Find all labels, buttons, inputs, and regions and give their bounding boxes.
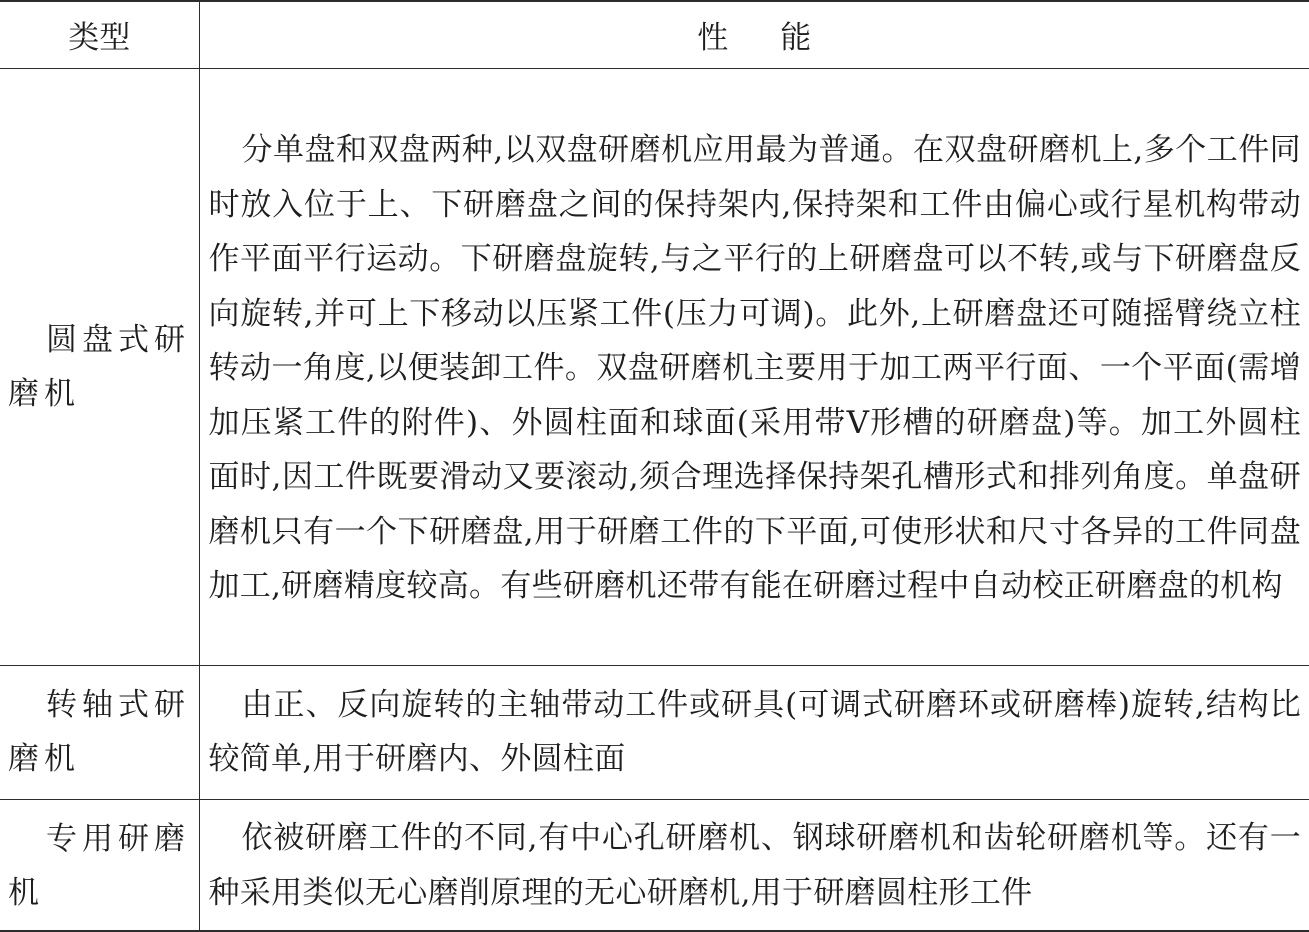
header-performance: 性能 <box>199 2 1309 68</box>
row-performance-special: 依被研磨工件的不同,有中心孔研磨机、钢球研磨机和齿轮研磨机等。还有一种采用类似无心磨削原理的无心研磨机,用于研磨圆柱形工件 <box>208 820 1301 911</box>
row-type-spindle: 转轴式研磨机 <box>0 665 199 799</box>
grinding-machine-table <box>0 2 1309 932</box>
row-type-special: 专用研磨机 <box>0 799 199 932</box>
table-row <box>0 68 1309 665</box>
table-row <box>0 799 1309 932</box>
row-performance-spindle: 由正、反向旋转的主轴带动工件或研具(可调式研磨环或研磨棒)旋转,结构比较简单,用于研磨内、外圆柱面 <box>199 665 1309 799</box>
row-type-disc: 圆盘式研磨机 <box>0 68 199 665</box>
table-header-row <box>0 2 1309 68</box>
row-performance-disc: 分单盘和双盘两种,以双盘研磨机应用最为普通。在双盘研磨机上,多个工件同时放入位于上、下研磨盘之间的保持架内,保持架和工件由偏心或行星机构带动作平面平行运动。下研磨盘旋转,与之平行的上研磨盘可以不转,或与下研磨盘反向旋转,并可上下移动以压紧工件(压力可调)。此外,上研磨盘还可随摇臂绕立柱转动一角度,以便装卸工件。双盘研磨机主要用于加工两平行面、一个平面(需增加压紧工件的附件)、外圆柱面和球面(采用带V形槽的研磨盘)等。加工外圆柱面时,因工件既要滑动又要滚动,须合理选择保持架孔槽形式和排列角度。单盘研磨机只有一个下研磨盘,用于研磨工件的下平面,可使形状和尺寸各异的工件同盘加工,研磨精度较高。有些研磨机还带有能在研磨过程中自动校正研磨盘的机构 <box>199 68 1309 665</box>
table-row <box>0 665 1309 799</box>
header-type: 类型 <box>0 2 199 68</box>
